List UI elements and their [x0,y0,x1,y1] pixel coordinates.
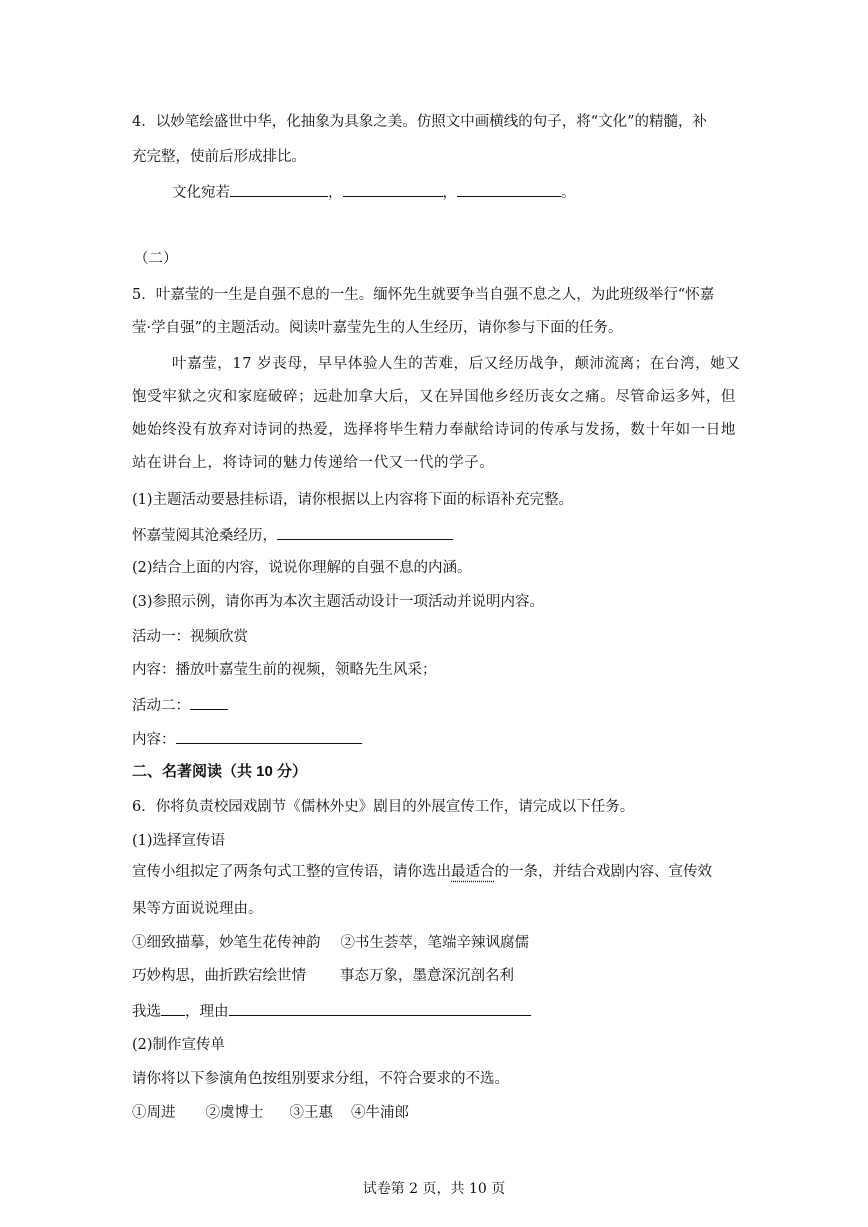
q6-desc-line2: 果等方面说说理由。 [132,901,263,917]
q6-slogans-row1 [132,933,529,953]
q5-content1: 内容：播放叶嘉莹生前的视频，领略先生风采； [132,662,437,678]
q5-task1-fill [132,525,453,546]
q5-content2-label: 内容： [132,732,176,748]
slogan-2-part-b: 事态万象，墨意深沉剖名利 [340,968,514,984]
q6-roles [132,1103,409,1123]
q4-fill-prefix: 文化宛若 [172,185,230,201]
q6-line1: 6．你将负责校园戏剧节《儒林外史》剧目的外展宣传工作，请完成以下任务。 [132,799,635,815]
q5-task1-blank[interactable] [277,525,453,540]
q6-reason-label: ，理由 [185,1004,229,1020]
q4-blank-2[interactable] [343,182,443,197]
q6-desc-emphasis: 最适合 [451,864,495,880]
q5-line2: 莹·学自强”的主题活动。阅读叶嘉莹先生的人生经历，请你参与下面的任务。 [132,320,623,336]
q4-sep-2: ， [442,185,457,201]
slogan-1-part-b: 巧妙构思，曲折跌宕绘世情 [132,968,306,984]
q6-desc-b: 的一条，并结合戏剧内容、宣传效 [494,864,712,880]
q5-passage-1: 叶嘉莹，17 岁丧母，早早体验人生的苦难，后又经历战争，颠沛流离；在台湾，她又 [172,356,741,372]
q5-task1-prefix: 怀嘉莹阅其沧桑经历， [132,528,277,544]
q5-activity2-blank[interactable] [190,695,228,710]
q5-content2 [132,729,362,750]
role-niupulang: ④牛浦郎 [351,1105,409,1121]
role-yuboshi: ②虞博士 [205,1105,264,1121]
q6-desc-a: 宣传小组拟定了两条句式工整的宣传语，请你选出 [132,864,451,880]
q4-blank-1[interactable] [230,182,328,197]
q4-line2: 充完整，使前后形成排比。 [132,149,306,165]
q6-slogans-row2 [132,966,514,986]
q5-activity1: 活动一：视频欣赏 [132,629,248,645]
q6-reason-blank[interactable] [229,1001,531,1016]
part2-heading: 二、名著阅读（共 10 分） [132,763,308,780]
slogan-2-part-a: ②书生荟萃，笔端辛辣讽腐儒 [340,935,529,951]
q5-activity2-label: 活动二： [132,698,190,714]
role-zhoujin: ①周进 [132,1105,176,1121]
role-wanghui: ③王惠 [289,1105,333,1121]
q5-task2: (2)结合上面的内容，说说你理解的自强不息的内涵。 [132,560,472,576]
q4-line1: 4．以妙笔绘盛世中华，化抽象为具象之美。仿照文中画横线的句子，将“文化”的精髓，补 [132,114,708,130]
q5-passage-2: 饱受牢狱之灾和家庭破碎；远赴加拿大后，又在异国他乡经历丧女之痛。尽管命运多舛，但 [132,389,736,405]
q6-sub1: (1)选择宣传语 [132,833,226,849]
q6-sub2-desc: 请你将以下参演角色按组别要求分组，不符合要求的不选。 [132,1071,509,1087]
q6-choice-blank[interactable] [161,1001,185,1016]
q4-end: 。 [561,185,576,201]
q5-passage-4: 站在讲台上，将诗词的魅力传递给一代又一代的学子。 [132,455,495,471]
q5-task3: (3)参照示例，请你再为本次主题活动设计一项活动并说明内容。 [132,594,545,610]
q5-line1: 5．叶嘉莹的一生是自强不息的一生。缅怀先生就要争当自强不息之人，为此班级举行“怀嘉 [132,287,715,303]
q4-sep-1: ， [328,185,343,201]
q4-fill-line [172,182,576,203]
q5-passage-3: 她始终没有放弃对诗词的热爱，选择将毕生精力奉献给诗词的传承与发扬，数十年如一日地 [132,422,736,438]
q4-blank-3[interactable] [457,182,561,197]
q6-choice-line [132,1001,531,1022]
page-footer: 试卷第 2 页，共 10 页 [362,1181,506,1197]
q6-choice-label: 我选 [132,1004,161,1020]
q6-sub2: (2)制作宣传单 [132,1037,226,1053]
q6-desc-line1 [132,862,712,882]
q5-content2-blank[interactable] [176,729,362,744]
q5-activity2 [132,695,228,716]
q5-task1: (1)主题活动要悬挂标语，请你根据以上内容将下面的标语补充完整。 [132,492,574,508]
slogan-1-part-a: ①细致描摹，妙笔生花传神韵 [132,935,321,951]
section-2-marker: （二） [134,251,178,267]
